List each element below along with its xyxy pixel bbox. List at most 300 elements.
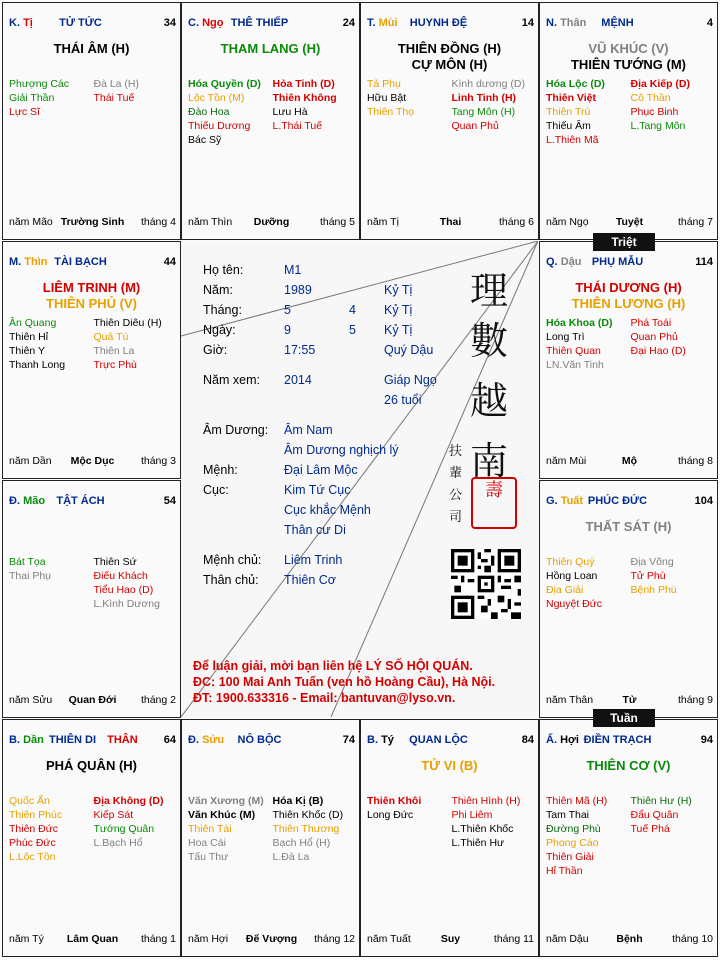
minor-star: Thiên Việt: [546, 92, 596, 104]
minor-star: Quả Tú: [93, 331, 129, 343]
month-canchi: Kỷ Tị: [384, 303, 413, 317]
heavenly-stem: T.: [367, 17, 376, 29]
minor-star: Thiên Thương: [272, 823, 340, 835]
palace-name-text: MỆNH: [601, 17, 634, 29]
tuan-tag: Tuần: [593, 709, 655, 727]
minor-star: L.Thái Tuế: [272, 120, 323, 132]
minor-star: Kình dương (D): [451, 78, 525, 90]
minor-star: L.Thiên Khốc: [451, 823, 514, 835]
minor-star: Hóa Kị (B): [272, 795, 324, 807]
stars-column-left: [367, 77, 452, 133]
minor-star: Văn Khúc (M): [188, 809, 256, 821]
minor-stars: [546, 555, 715, 611]
palace-year: năm Tuất: [367, 933, 411, 945]
stars-column-left: [367, 794, 452, 850]
stars-column-right: [94, 77, 179, 119]
stars-column-left: [546, 555, 631, 611]
palace-year: năm Ngọ: [546, 216, 589, 228]
minor-star: Đường Phù: [546, 823, 601, 835]
life-stage: Trường Sinh: [60, 216, 125, 228]
palace-number: 4: [706, 17, 713, 29]
month-label: Tháng:: [203, 303, 242, 317]
minor-star: Bát Tọa: [9, 556, 46, 568]
palace-year: năm Mùi: [546, 455, 587, 467]
life-stage: Suy: [440, 933, 461, 945]
minor-star: Thiên Mã (H): [546, 795, 608, 807]
amduong-value: Âm Nam: [284, 423, 333, 437]
minor-stars: [546, 316, 715, 372]
palace-number: 104: [694, 495, 713, 507]
palace-number: 84: [521, 734, 534, 746]
name-label: Họ tên:: [203, 263, 244, 277]
palace-cell-thin: [2, 241, 181, 479]
palace-year: năm Sửu: [9, 694, 53, 706]
minor-star: Bác Sỹ: [188, 134, 222, 146]
palace-footer: [546, 455, 713, 468]
main-star: THÁI DƯƠNG (H): [575, 280, 682, 295]
palace-header: [367, 17, 534, 31]
cuc-value: Kim Tứ Cục: [284, 483, 351, 497]
heavenly-stem: M.: [9, 256, 22, 268]
life-stage: Tuyệt: [615, 216, 644, 228]
minor-star: Long Đức: [367, 809, 414, 821]
palace-cell-ngo: [181, 2, 360, 240]
heavenly-stem: Ấ.: [546, 734, 557, 746]
than-chu-value: Thiên Cơ: [284, 573, 336, 587]
stars-column-right: [273, 794, 358, 864]
minor-star: Lực Sĩ: [9, 106, 40, 118]
minor-star: Thiên Khôi: [367, 795, 422, 807]
minor-star: Hóa Quyền (D): [188, 78, 261, 90]
day-solar: 9: [284, 323, 291, 337]
minor-star: Cô Thần: [630, 92, 671, 104]
earthly-branch: Ngọ: [202, 17, 224, 29]
palace-name: [9, 256, 152, 268]
palace-number: 14: [521, 17, 534, 29]
view-year-label: Năm xem:: [203, 373, 260, 387]
minor-star: Thiên Phúc: [9, 809, 63, 821]
day-lunar: 5: [349, 323, 356, 337]
calligraphy-char-1: 理: [470, 269, 509, 313]
stars-column-right: [631, 77, 716, 147]
stars-column-left: [9, 316, 94, 372]
palace-header: [9, 734, 176, 748]
year-value: 1989: [284, 283, 312, 297]
minor-star: L.Thiên Hư: [451, 837, 505, 849]
year-canchi: Kỷ Tị: [384, 283, 413, 297]
palace-cell-dau: [539, 241, 718, 479]
minor-star: Thiên Diêu (H): [93, 317, 162, 329]
minor-star: Tam Thai: [546, 809, 589, 821]
palace-footer: [546, 216, 713, 229]
palace-header: [546, 495, 713, 509]
minor-stars: [546, 77, 715, 147]
palace-header: [546, 17, 713, 31]
calligraphy-small-1: 扶: [449, 444, 463, 459]
palace-number: 64: [163, 734, 176, 746]
life-stage: Tử: [622, 694, 637, 706]
minor-stars: [546, 794, 715, 878]
year-label: Năm:: [203, 283, 233, 297]
palace-footer: [367, 216, 534, 229]
palace-footer: [9, 694, 176, 707]
day-label: Ngày:: [203, 323, 236, 337]
palace-name-text: TÀI BẠCH: [54, 256, 107, 268]
life-stage: Đế Vượng: [245, 933, 298, 945]
palace-name: [188, 734, 331, 746]
name-value: M1: [284, 263, 302, 277]
minor-star: Quan Phủ: [451, 120, 499, 132]
age-value: 26 tuổi: [384, 393, 422, 407]
minor-star: Thiên Giải: [546, 851, 594, 863]
palace-name: [49, 734, 152, 746]
minor-star: Phi Liêm: [451, 809, 493, 821]
minor-star: Thiên Hình (H): [451, 795, 521, 807]
menh-chu-value: Liêm Trinh: [284, 553, 343, 567]
minor-stars: [367, 794, 536, 850]
minor-stars: [367, 77, 536, 133]
life-stage: Thai: [439, 216, 462, 228]
palace-header: [9, 256, 176, 270]
stars-column-left: [9, 555, 94, 611]
minor-star: Bạch Hổ (H): [272, 837, 331, 849]
menh-label: Mệnh:: [203, 463, 238, 477]
palace-number: 94: [700, 734, 713, 746]
main-star: CỰ MÔN (H): [411, 57, 488, 72]
than-chu-label: Thân chủ:: [203, 573, 259, 587]
minor-star: Lộc Tồn (M): [188, 92, 245, 104]
palace-month: tháng 7: [677, 216, 713, 228]
minor-star: Thiên Không: [272, 92, 337, 104]
minor-star: Địa Giải: [546, 584, 584, 596]
minor-star: L.Đà La: [272, 851, 310, 863]
palace-header: [188, 17, 355, 31]
earthly-branch: Tý: [381, 734, 394, 746]
earthly-branch: Tuất: [560, 495, 584, 507]
earthly-branch: Dần: [23, 734, 44, 746]
hour-canchi: Quý Dậu: [384, 343, 434, 357]
minor-star: Hỏa Tinh (D): [272, 78, 335, 90]
hour-label: Giờ:: [203, 343, 228, 357]
minor-star: Trực Phù: [93, 359, 137, 371]
minor-star: Tuế Phá: [630, 823, 670, 835]
menh-value: Đại Lâm Mộc: [284, 463, 358, 477]
palace-month: tháng 1: [140, 933, 176, 945]
palace-cell-mao: [2, 480, 181, 718]
main-star: LIÊM TRINH (M): [42, 280, 141, 295]
palace-number: 114: [695, 256, 713, 268]
calligraphy-small-4: 司: [449, 510, 463, 525]
main-star: PHÁ QUÂN (H): [46, 758, 137, 773]
earthly-branch: Hợi: [560, 734, 579, 746]
heavenly-stem: Đ.: [188, 734, 199, 746]
palace-name-text: PHÚC ĐỨC: [587, 495, 648, 507]
minor-star: Thanh Long: [9, 359, 66, 371]
minor-star: Hỉ Thần: [546, 865, 583, 877]
minor-star: Thiên La: [93, 345, 135, 357]
minor-star: Thiên Tài: [188, 823, 232, 835]
stars-column-left: [9, 77, 94, 119]
palace-footer: [546, 933, 713, 946]
minor-star: Thiếu Dương: [188, 120, 251, 132]
minor-star: Địa Võng: [630, 556, 674, 568]
palace-position: [9, 734, 44, 746]
minor-star: Tướng Quân: [93, 823, 155, 835]
main-star: THIÊN PHỦ (V): [46, 296, 137, 311]
minor-star: Hữu Bật: [367, 92, 407, 104]
life-stage: Bệnh: [616, 933, 643, 945]
heavenly-stem: Q.: [546, 256, 558, 268]
qr-code-icon: [451, 549, 521, 619]
palace-header: [188, 734, 355, 748]
day-canchi: Kỷ Tị: [384, 323, 413, 337]
minor-stars: [188, 77, 357, 147]
palace-year: năm Dần: [9, 455, 52, 467]
minor-star: Thiên Thọ: [367, 106, 415, 118]
palace-cell-hoi: [539, 719, 718, 957]
palace-footer: [9, 455, 176, 468]
minor-stars: [9, 555, 178, 611]
minor-star: Đào Hoa: [188, 106, 230, 118]
minor-star: Tấu Thư: [188, 851, 229, 863]
minor-star: Giải Thần: [9, 92, 55, 104]
red-seal-icon: 壽: [471, 477, 517, 529]
earthly-branch: Thân: [560, 17, 587, 29]
heavenly-stem: N.: [546, 17, 557, 29]
earthly-branch: Sửu: [202, 734, 225, 746]
palace-footer: [9, 216, 176, 229]
calligraphy-char-2: 數: [470, 319, 509, 363]
palace-name: [9, 495, 152, 507]
heavenly-stem: K.: [9, 17, 20, 29]
palace-footer: [188, 216, 355, 229]
minor-star: L.Kình Dương: [93, 598, 160, 610]
minor-star: Thiên Khốc (D): [272, 809, 344, 821]
minor-star: Thái Tuế: [93, 92, 135, 104]
minor-star: Lưu Hà: [272, 106, 308, 118]
contact-line-1: Để luận giải, mời bạn liên hệ LÝ SỐ HỘI QUÁN.: [193, 659, 473, 673]
minor-star: Quan Phủ: [630, 331, 678, 343]
earthly-branch: Mão: [23, 495, 46, 507]
palace-cell-than: [539, 2, 718, 240]
earthly-branch: Tị: [23, 17, 33, 29]
minor-star: L.Lộc Tồn: [9, 851, 56, 863]
earthly-branch: Dậu: [560, 256, 582, 268]
palace-month: tháng 8: [677, 455, 713, 467]
palace-name-text: TẬT ÁCH: [56, 495, 105, 507]
stars-column-right: [452, 794, 537, 850]
heavenly-stem: Đ.: [9, 495, 20, 507]
palace-name-text: THÊ THIẾP: [230, 17, 289, 29]
palace-number: 34: [163, 17, 176, 29]
palace-year: năm Mão: [9, 216, 53, 228]
minor-star: Đà La (H): [93, 78, 140, 90]
minor-star: Thiên Quan: [546, 345, 601, 357]
stars-column-right: [631, 316, 716, 372]
life-stage: Mộ: [621, 455, 638, 467]
main-star: THIÊN LƯƠNG (H): [571, 296, 686, 311]
minor-star: Hóa Lộc (D): [546, 78, 605, 90]
calligraphy-small-3: 公: [449, 488, 463, 503]
life-stage: Lâm Quan: [66, 933, 119, 945]
palace-name: [188, 17, 331, 29]
palace-header: [9, 17, 176, 31]
stars-column-right: [94, 316, 179, 372]
triet-tag: Triệt: [593, 233, 655, 251]
minor-star: Tang Môn (H): [451, 106, 516, 118]
contact-address: ĐC: 100 Mai Anh Tuấn (ven hồ Hoàng Cầu), Hà Nội.: [193, 675, 496, 689]
minor-star: Long Trì: [546, 331, 585, 343]
minor-star: Thiên Y: [9, 345, 45, 357]
minor-star: Thiên Sứ: [93, 556, 137, 568]
palace-cell-mui: [360, 2, 539, 240]
minor-star: Đẩu Quân: [630, 809, 679, 821]
month-solar: 5: [284, 303, 291, 317]
heavenly-stem: C.: [188, 17, 199, 29]
stars-column-left: [9, 794, 94, 864]
palace-name-text: THIÊN DI: [49, 734, 97, 746]
minor-star: Địa Kiếp (D): [630, 78, 691, 90]
contact-phone-email: ĐT: 1900.633316 - Email: bantuvan@lyso.vn.: [193, 691, 456, 705]
main-star: TỬ VI (B): [421, 758, 478, 773]
palace-year: năm Tị: [367, 216, 399, 228]
calligraphy-char-3: 越: [470, 379, 509, 423]
heavenly-stem: B.: [367, 734, 378, 746]
than-marker: THÂN: [107, 734, 138, 746]
cuc-label: Cục:: [203, 483, 229, 497]
minor-star: Thiên Quý: [546, 556, 595, 568]
minor-star: Hóa Khoa (D): [546, 317, 613, 329]
minor-star: Phục Binh: [630, 106, 679, 118]
minor-star: Thiên Hư (H): [630, 795, 692, 807]
palace-name: [9, 17, 152, 29]
cuc-note: Cục khắc Mệnh: [284, 503, 371, 517]
amduong-note: Âm Dương nghịch lý: [284, 443, 399, 457]
earthly-branch: Mùi: [378, 17, 398, 29]
stars-column-left: [546, 794, 631, 878]
heavenly-stem: G.: [546, 495, 558, 507]
minor-star: Ân Quang: [9, 317, 57, 329]
palace-cell-tuat: [539, 480, 718, 718]
main-star: THAM LANG (H): [220, 41, 321, 56]
minor-star: Phá Toái: [630, 317, 672, 329]
minor-star: Nguyệt Đức: [546, 598, 603, 610]
minor-star: Bệnh Phù: [630, 584, 677, 596]
minor-star: Phượng Các: [9, 78, 70, 90]
minor-stars: [9, 77, 178, 119]
life-stage: Quan Đới: [68, 694, 117, 706]
minor-star: L.Bạch Hổ: [93, 837, 143, 849]
minor-star: Quốc Ấn: [9, 795, 50, 807]
palace-header: [546, 734, 713, 748]
minor-star: Đại Hao (D): [630, 345, 686, 357]
minor-star: Linh Tinh (H): [451, 92, 517, 104]
palace-month: tháng 4: [140, 216, 176, 228]
minor-star: Tiểu Hao (D): [93, 584, 154, 596]
main-star: THIÊN TƯỚNG (M): [570, 57, 687, 72]
minor-star: Tử Phù: [630, 570, 666, 582]
minor-star: Thiên Trù: [546, 106, 591, 118]
calligraphy-char-4: 南: [470, 439, 509, 483]
palace-header: [9, 495, 176, 509]
palace-name: [367, 734, 510, 746]
stars-column-right: [631, 555, 716, 611]
palace-year: năm Tý: [9, 933, 44, 945]
minor-star: L.Thiên Mã: [546, 134, 599, 146]
amduong-label: Âm Dương:: [203, 423, 269, 437]
palace-month: tháng 12: [314, 933, 355, 945]
palace-month: tháng 10: [672, 933, 713, 945]
minor-star: Phong Cáo: [546, 837, 599, 849]
hour-value: 17:55: [284, 343, 316, 357]
palace-year: năm Dậu: [546, 933, 589, 945]
minor-star: Phúc Đức: [9, 837, 56, 849]
center-info-panel: [181, 241, 538, 717]
calligraphy-small-2: 輩: [449, 466, 463, 481]
palace-month: tháng 5: [319, 216, 355, 228]
palace-name-text: QUAN LỘC: [409, 734, 468, 746]
palace-number: 44: [163, 256, 176, 268]
minor-stars: [9, 316, 178, 372]
palace-name-text: HUYNH ĐỆ: [409, 17, 468, 29]
earthly-branch: Thìn: [24, 256, 48, 268]
minor-star: LN.Văn Tinh: [546, 359, 604, 371]
palace-name: [367, 17, 510, 29]
view-year-value: 2014: [284, 373, 312, 387]
palace-month: tháng 9: [677, 694, 713, 706]
palace-year: năm Thìn: [188, 216, 233, 228]
palace-header: [367, 734, 534, 748]
minor-star: Thiên Hỉ: [9, 331, 49, 343]
than-cu-note: Thân cư Di: [284, 523, 346, 537]
stars-column-right: [631, 794, 716, 878]
palace-month: tháng 6: [498, 216, 534, 228]
minor-stars: [9, 794, 178, 864]
view-year-canchi: Giáp Ngọ: [384, 373, 437, 387]
palace-footer: [367, 933, 534, 946]
palace-month: tháng 11: [493, 933, 534, 945]
palace-name-text: ĐIỀN TRẠCH: [583, 734, 652, 746]
stars-column-left: [188, 77, 273, 147]
minor-star: Thiên Đức: [9, 823, 59, 835]
minor-star: Thiếu Âm: [546, 120, 591, 132]
minor-star: Tả Phụ: [367, 78, 401, 90]
stars-column-right: [452, 77, 537, 133]
minor-star: Thai Phụ: [9, 570, 52, 582]
life-stage: Mộc Dục: [70, 455, 115, 467]
main-star: VŨ KHÚC (V): [588, 41, 669, 56]
palace-month: tháng 3: [140, 455, 176, 467]
stars-column-left: [546, 77, 631, 147]
palace-year: năm Thân: [546, 694, 594, 706]
minor-star: Điếu Khách: [93, 570, 148, 582]
heavenly-stem: B.: [9, 734, 20, 746]
palace-number: 54: [163, 495, 176, 507]
palace-number: 24: [342, 17, 355, 29]
palace-name: [546, 495, 689, 507]
stars-column-left: [188, 794, 273, 864]
palace-footer: [546, 694, 713, 707]
palace-footer: [9, 933, 176, 946]
palace-name-text: NÔ BỘC: [237, 734, 282, 746]
main-star: THÁI ÂM (H): [53, 41, 130, 56]
main-star: THIÊN ĐỒNG (H): [397, 41, 502, 56]
stars-column-right: [94, 794, 179, 864]
palace-name: [546, 734, 689, 746]
minor-star: Kiếp Sát: [93, 809, 134, 821]
minor-star: Hồng Loan: [546, 570, 598, 582]
palace-cell-ty: [2, 2, 181, 240]
